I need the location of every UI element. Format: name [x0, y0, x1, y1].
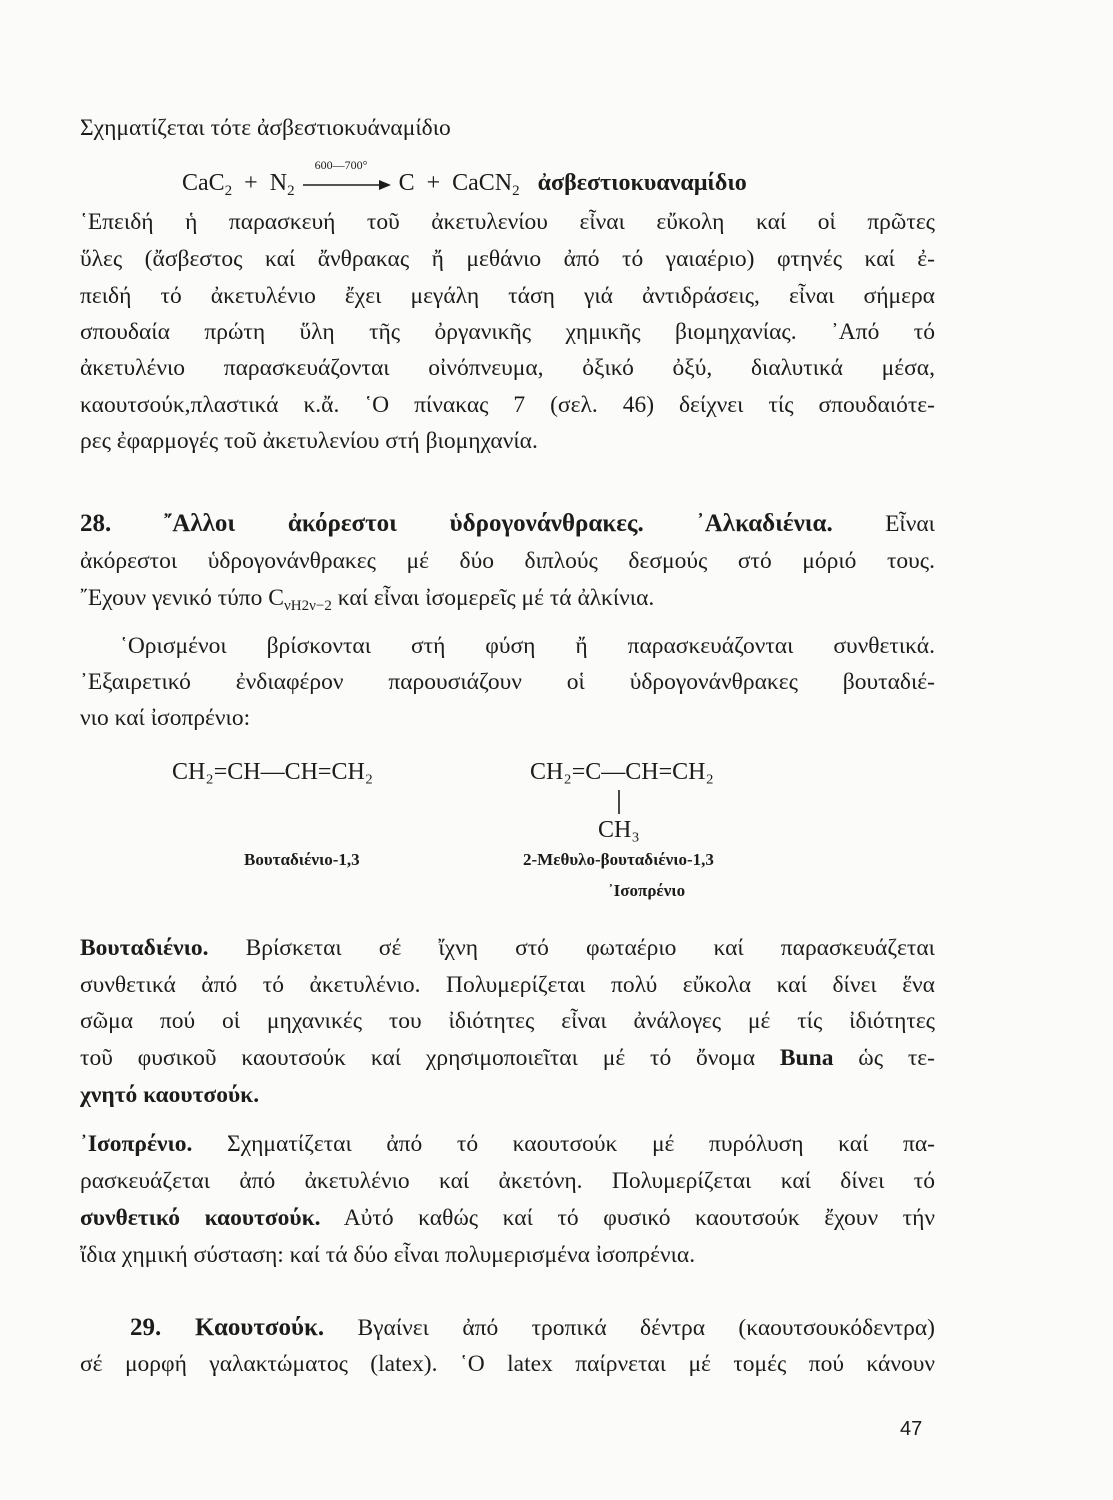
plus-sign: + — [244, 170, 258, 196]
text-span: Αὐτό καθώς καί τό φυσικό καουτσούκ ἔχουν τήν — [343, 1205, 935, 1231]
product-c: C — [398, 170, 415, 196]
text-line: νιο καί ἰσοπρένιο: — [80, 705, 251, 731]
subscript: 2 — [224, 183, 233, 199]
text-line: ᾿Εξαιρετικό ἐνδιαφέρον παρουσιάζουν οἱ ὑδρογονάνθρακες βουταδιέ- — [80, 669, 935, 695]
text-span: τοῦ φυσικοῦ καουτσούκ καί χρησιμοποιεῖται μέ τό ὄνομα — [80, 1045, 756, 1071]
page-number: 47 — [900, 1418, 923, 1440]
text-line: σέ μορφή γαλακτώματος (latex). ῾Ο latex παίρνεται μέ τομές πού κάνουν — [80, 1351, 935, 1377]
text-line: ρασκευάζεται ἀπό ἀκετυλένιο καί ἀκετόνη. Πολυμερίζεται καί δίνει τό — [80, 1168, 935, 1194]
text-line: Σχηματίζεται τότε ἀσβεστιοκυάναμίδιο — [80, 115, 451, 141]
text-line: χνητό καουτσούκ. — [80, 1082, 260, 1108]
general-formula-line — [80, 582, 935, 615]
butadiene-heading: Βουταδιένιο. — [80, 935, 209, 961]
text-span: Βγαίνει ἀπό τροπικά δέντρα (καουτσουκόδεντρα) — [357, 1315, 936, 1341]
text-line — [80, 1128, 935, 1161]
text-line: συνθετικά ἀπό τό ἀκετυλένιο. Πολυμερίζεται πολύ εὔκολα καί δίνει ἕνα — [80, 972, 935, 998]
isoprene-name: ᾿Ισοπρένιο — [608, 881, 686, 900]
text-line: ἀκόρεστοι ὑδρογονάνθρακες μέ δύο διπλούς δεσμούς στό μόριό τους. — [80, 548, 935, 574]
butadiene-caption: Βουταδιένιο-1,3 — [244, 850, 360, 869]
plus-sign: + — [426, 170, 441, 196]
product-cacn2: CaCN — [452, 170, 513, 196]
reactant-cac2: CaC — [182, 170, 225, 196]
text-line: ῾Ορισμένοι βρίσκονται στή φύση ἤ παρασκευάζονται συνθετικά. — [120, 633, 935, 659]
section-28-title: 28. ῎Αλλοι ἀκόρεστοι ὑδρογονάνθρακες. ᾿Αλκαδιένια. — [80, 510, 833, 537]
text-line: ῾Επειδή ἡ παρασκευή τοῦ ἀκετυλενίου εἶναι εὔκολη καί οἱ πρῶτες — [80, 209, 935, 235]
text-line: ρες ἐφαρμογές τοῦ ἀκετυλενίου στή βιομηχανία. — [80, 428, 538, 454]
subscript: 2 — [287, 183, 295, 199]
text-line: ἴδια χημική σύσταση: καί τά δύο εἶναι πολυμερισμένα ἰσοπρένια. — [80, 1242, 696, 1268]
isoprene-methyl-branch: CH₃ — [598, 817, 640, 843]
text-line — [80, 1202, 935, 1235]
isoprene-caption: 2-Μεθυλο-βουταδιένιο-1,3 — [523, 850, 714, 869]
isoprene-bond-icon — [617, 790, 621, 814]
reaction-arrow-icon — [301, 158, 393, 194]
text-line: καουτσούκ,πλαστικά κ.ἄ. ῾Ο πίνακας 7 (σελ. 46) δείχνει τίς σπουδαιότε- — [80, 392, 935, 418]
section-29-title: 29. Καουτσούκ. — [130, 1314, 325, 1341]
text-span: καί εἶναι ἰσομερεῖς μέ τά ἀλκίνια. — [337, 585, 655, 611]
text-span: Εἶναι — [885, 511, 935, 537]
text-span: Σχηματίζεται ἀπό τό καουτσούκ μέ πυρόλυση καί πα- — [227, 1131, 936, 1157]
synthetic-rubber-term: συνθετικό καουτσούκ. — [80, 1205, 321, 1231]
reaction-equation — [182, 158, 747, 199]
butadiene-structure: CH₂=CH—CH=CH₂ — [172, 759, 374, 785]
text-line — [80, 932, 935, 965]
text-span: Βρίσκεται σέ ἴχνη στό φωταέριο καί παρασκευάζεται — [245, 935, 935, 961]
text-span: ὡς τε- — [858, 1045, 935, 1071]
text-line: ἀκετυλένιο παρασκευάζονται οἰνόπνευμα, ὀξικό ὀξύ, διαλυτικά μέσα, — [80, 355, 935, 381]
section-29-heading-line — [130, 1311, 935, 1345]
text-line — [80, 1042, 935, 1075]
product-name: ἀσβεστιοκυαναμίδιο — [537, 170, 747, 196]
formula-subscript: 2ν−2 — [301, 598, 332, 614]
text-line: ὕλες (ἄσβεστος καί ἄνθρακας ἤ μεθάνιο ἀπό τό γαιαέριο) φτηνές καί ἐ- — [80, 246, 935, 272]
reactant-n2: N — [269, 170, 288, 196]
reaction-condition: 600—700° — [314, 158, 368, 173]
text-line: πειδή τό ἀκετυλένιο ἔχει μεγάλη τάση γιά ἀντιδράσεις, εἶναι σήμερα — [80, 283, 935, 309]
subscript: 2 — [512, 183, 520, 199]
text-span: ῎Εχουν γενικό τύπο C — [80, 585, 284, 611]
text-line: σπουδαία πρώτη ὕλη τῆς ὀργανικῆς χημικῆς βιομηχανίας. ᾿Από τό — [80, 319, 935, 345]
section-28-heading-line — [80, 507, 935, 541]
isoprene-structure: CH₂=C—CH=CH₂ — [530, 759, 714, 785]
formula-subscript: νH — [283, 598, 302, 614]
buna-term: Buna — [779, 1045, 834, 1071]
text-line: σῶμα πού οἱ μηχανικές του ἰδιότητες εἶναι ἀνάλογες μέ τίς ἰδιότητες — [80, 1008, 935, 1034]
isoprene-heading: ᾿Ισοπρένιο. — [80, 1131, 193, 1157]
